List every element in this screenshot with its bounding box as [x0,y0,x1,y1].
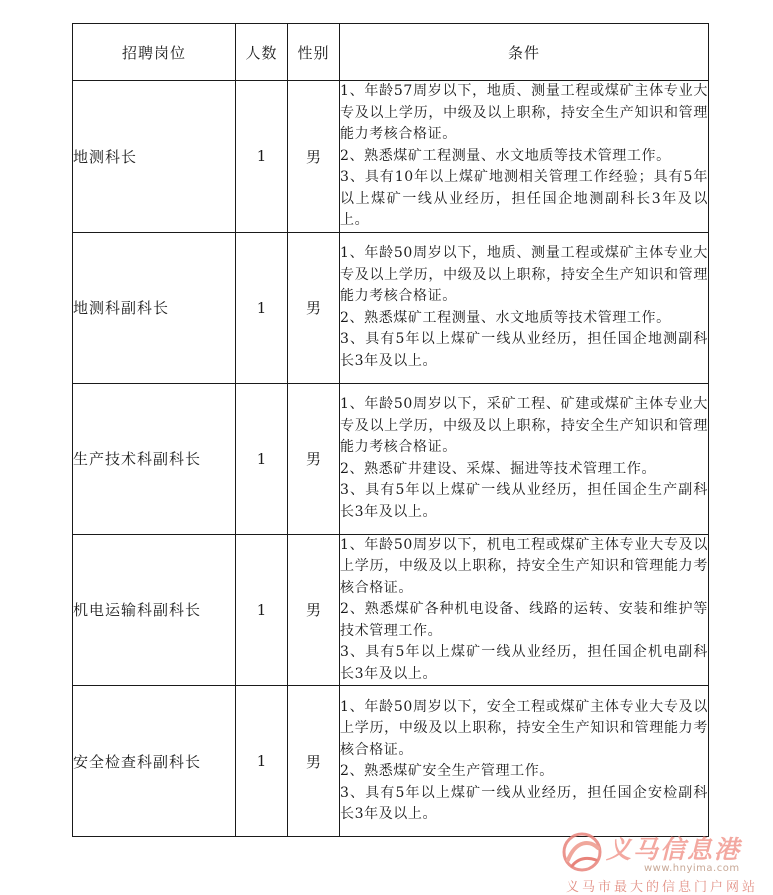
condition-line: 2、熟悉煤矿工程测量、水文地质等技术管理工作。 [340,309,671,326]
header-position: 招聘岗位 [73,24,236,81]
condition-line: 2、熟悉煤矿安全生产管理工作。 [340,763,554,779]
cell-conditions [340,232,709,383]
condition-line: 3、具有5年以上煤矿一线从业经历，担任国企生产副科长3年及以上。 [340,482,708,520]
cell-gender: 男 [288,383,340,534]
condition-line: 2、熟悉煤矿各种机电设备、线路的运转、安装和维护等技术管理工作。 [340,601,708,639]
cell-conditions [340,81,709,233]
cell-position: 地测科副科长 [73,232,236,383]
condition-line: 3、具有5年以上煤矿一线从业经历，担任国企安检副科长3年及以上。 [340,784,708,822]
cell-count: 1 [236,534,288,686]
cell-position: 安全检查科副科长 [73,686,236,837]
cell-gender: 男 [288,81,340,233]
condition-line: 2、熟悉煤矿工程测量、水文地质等技术管理工作。 [340,147,671,164]
header-conditions: 条件 [340,24,709,81]
watermark-title: 义马信息港 [606,835,742,864]
table-row [73,232,709,383]
cell-position: 地测科长 [73,81,236,233]
cell-count: 1 [236,81,288,233]
watermark-url: www.hnyima.com [644,863,740,874]
cell-gender: 男 [288,686,340,837]
cell-count: 1 [236,232,288,383]
table-row [73,534,709,686]
cell-position: 机电运输科副科长 [73,534,236,686]
recruitment-table [72,23,709,837]
table-row [73,81,709,233]
condition-line: 2、熟悉矿井建设、采煤、掘进等技术管理工作。 [340,460,657,477]
cell-gender: 男 [288,232,340,383]
cell-count: 1 [236,686,288,837]
table-header-row [73,24,709,81]
yima-logo-icon [560,830,604,874]
condition-line: 1、年龄50周岁以下，机电工程或煤矿主体专业大专及以上学历，中级及以上职称，持安全生产知识和管理能力考核合格证。 [340,536,708,596]
condition-line: 3、具有10年以上煤矿地测相关管理工作经验；具有5年以上煤矿一线从业经历，担任国企地测副科长3年及以上。 [340,169,708,228]
table-row [73,383,709,534]
condition-line: 1、年龄57周岁以下，地质、测量工程或煤矿主体专业大专及以上学历，中级及以上职称，持安全生产知识和管理能力考核合格证。 [340,83,708,142]
condition-line: 1、年龄50周岁以下，地质、测量工程或煤矿主体专业大专及以上学历，中级及以上职称，持安全生产知识和管理能力考核合格证。 [340,245,708,304]
cell-count: 1 [236,383,288,534]
cell-conditions [340,383,709,534]
cell-gender: 男 [288,534,340,686]
cell-position: 生产技术科副科长 [73,383,236,534]
cell-conditions [340,686,709,837]
condition-line: 3、具有5年以上煤矿一线从业经历，担任国企机电副科长3年及以上。 [340,644,708,682]
condition-line: 1、年龄50周岁以下，安全工程或煤矿主体专业大专及以上学历，中级及以上职称，持安全生产知识和管理能力考核合格证。 [340,698,708,758]
site-watermark [560,828,773,893]
cell-conditions [340,534,709,686]
condition-line: 3、具有5年以上煤矿一线从业经历，担任国企地测副科长3年及以上。 [340,331,708,369]
header-count: 人数 [236,24,288,81]
table-row [73,686,709,837]
condition-line: 1、年龄50周岁以下，采矿工程、矿建或煤矿主体专业大专及以上学历，中级及以上职称，持安全生产知识和管理能力考核合格证。 [340,396,708,455]
header-gender: 性别 [288,24,340,81]
watermark-slogan: 义马市最大的信息门户网站 [566,880,759,895]
